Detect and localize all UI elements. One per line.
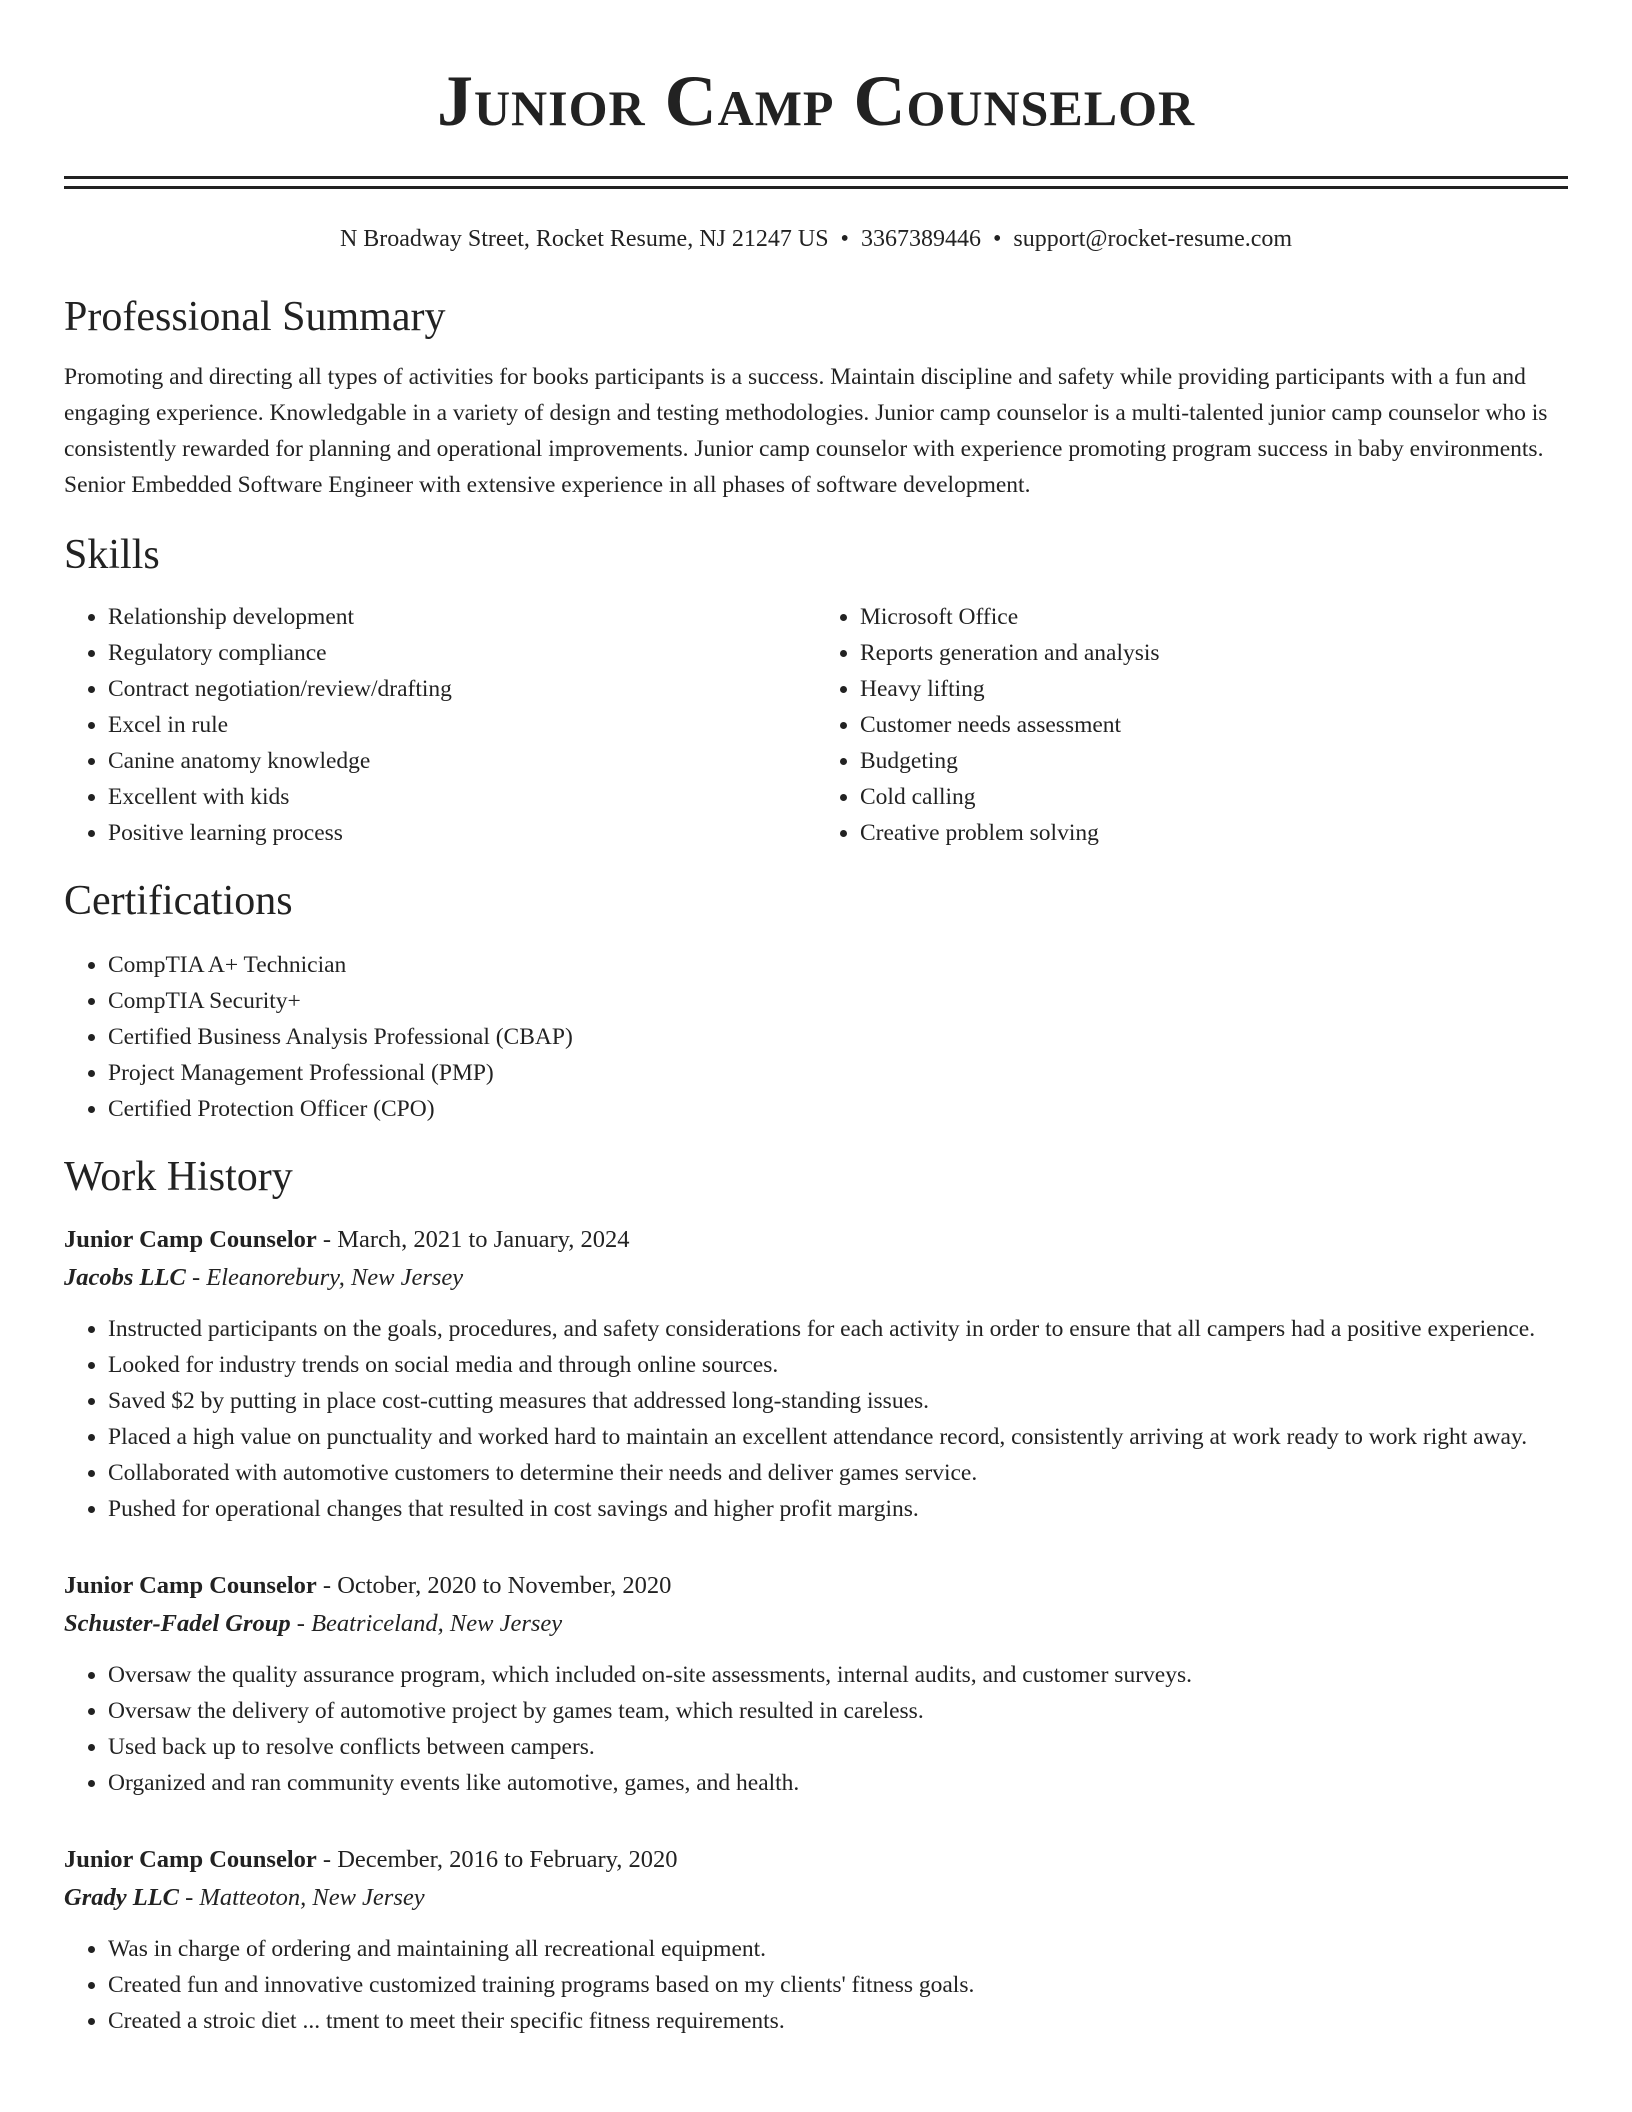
job-bullet: • Organized and ran community events like automotive, games, and health. <box>108 1765 1568 1801</box>
resume-title: Junior Camp Counselor <box>436 61 1196 141</box>
job-company-line: Jacobs LLC - Eleanorebury, New Jersey <box>64 1264 464 1291</box>
title-divider <box>64 176 1568 189</box>
job-role-line: Junior Camp Counselor - December, 2016 to February, 2020 <box>64 1846 678 1873</box>
skills-list-right <box>816 599 1568 851</box>
contact-separator: • <box>992 226 1002 252</box>
certifications-list <box>64 947 1568 1127</box>
skill-item: • Regulatory compliance <box>108 635 816 671</box>
divider-line-top <box>64 176 1568 179</box>
skill-item: • Relationship development <box>108 599 816 635</box>
contact-email: support@rocket-resume.com <box>1013 226 1293 252</box>
job-bullet: • Used back up to resolve conflicts between campers. <box>108 1729 1568 1765</box>
job-company: Schuster-Fadel Group <box>64 1610 291 1637</box>
skill-item: • Customer needs assessment <box>860 707 1568 743</box>
certifications-heading: Certifications <box>64 878 293 924</box>
job-company: Jacobs LLC <box>64 1264 186 1291</box>
skill-item: • Positive learning process <box>108 815 816 851</box>
job-entry <box>64 1221 1568 1527</box>
skill-item: • Budgeting <box>860 743 1568 779</box>
contact-separator: • <box>840 226 849 252</box>
certification-item: • Certified Protection Officer (CPO) <box>108 1091 1568 1127</box>
job-company-line: Grady LLC - Matteoton, New Jersey <box>64 1884 425 1911</box>
job-bullet: • Oversaw the delivery of automotive project by games team, which resulted in careless. <box>108 1693 1568 1729</box>
skills-heading: Skills <box>64 532 160 578</box>
job-bullet: • Saved $2 by putting in place cost-cutting measures that addressed long-standing issues. <box>108 1383 1568 1419</box>
job-dates: March, 2021 to January, 2024 <box>337 1226 630 1253</box>
work-history-heading: Work History <box>64 1154 293 1200</box>
job-role: Junior Camp Counselor <box>64 1846 317 1873</box>
job-dates: October, 2020 to November, 2020 <box>337 1572 672 1599</box>
job-bullets <box>64 1311 1568 1527</box>
job-role-line: Junior Camp Counselor - March, 2021 to January, 2024 <box>64 1226 630 1253</box>
skills-columns <box>64 599 1568 851</box>
contact-address: N Broadway Street, Rocket Resume, NJ 21247 US <box>339 226 829 252</box>
job-role-line: Junior Camp Counselor - October, 2020 to November, 2020 <box>64 1572 672 1599</box>
skill-item: • Canine anatomy knowledge <box>108 743 816 779</box>
job-bullet: • Oversaw the quality assurance program, which included on-site assessments, internal audits, and customer surveys. <box>108 1657 1568 1693</box>
divider-line-bottom <box>64 186 1568 189</box>
certification-item: • CompTIA A+ Technician <box>108 947 1568 983</box>
job-bullet: • Pushed for operational changes that resulted in cost savings and higher profit margins. <box>108 1491 1568 1527</box>
skill-item: • Excellent with kids <box>108 779 816 815</box>
certification-item: • CompTIA Security+ <box>108 983 1568 1019</box>
job-company: Grady LLC <box>64 1884 179 1911</box>
certification-item: • Certified Business Analysis Professional (CBAP) <box>108 1019 1568 1055</box>
skill-item: • Reports generation and analysis <box>860 635 1568 671</box>
job-bullet: • Was in charge of ordering and maintaining all recreational equipment. <box>108 1931 1568 1967</box>
job-bullet: • Created fun and innovative customized training programs based on my clients' fitness goals. <box>108 1967 1568 2003</box>
job-role: Junior Camp Counselor <box>64 1226 317 1253</box>
job-role: Junior Camp Counselor <box>64 1572 317 1599</box>
job-location: Beatriceland, New Jersey <box>311 1610 563 1637</box>
skill-item: • Heavy lifting <box>860 671 1568 707</box>
job-company-line: Schuster-Fadel Group - Beatriceland, New Jersey <box>64 1610 563 1637</box>
skill-item: • Microsoft Office <box>860 599 1568 635</box>
job-entry <box>64 1567 1568 1801</box>
skill-item: • Contract negotiation/review/drafting <box>108 671 816 707</box>
job-bullet: • Instructed participants on the goals, procedures, and safety considerations for each activity in order to ensure that all campers had a positive experience. <box>108 1311 1568 1347</box>
certification-item: • Project Management Professional (PMP) <box>108 1055 1568 1091</box>
skill-item: • Creative problem solving <box>860 815 1568 851</box>
skill-item: • Excel in rule <box>108 707 816 743</box>
skill-item: • Cold calling <box>860 779 1568 815</box>
job-location: Matteoton, New Jersey <box>199 1884 425 1911</box>
job-bullet: • Collaborated with automotive customers to determine their needs and deliver games service. <box>108 1455 1568 1491</box>
summary-text: Promoting and directing all types of activities for books participants is a success. Maintain discipline and safety while providing participants with a fun and engaging experience. Knowledgable in a variety of design and testing methodologies. Junior camp counselor is a multi-talented junior camp counselor who is consistently rewarded for planning and operational improvements. Junior camp counselor with experience promoting program success in baby environments. Senior Embedded Software Engineer with extensive experience in all phases of software development. <box>64 364 1548 498</box>
contact-phone: 3367389446 <box>860 226 981 252</box>
summary-heading: Professional Summary <box>64 294 446 340</box>
job-bullets <box>64 1931 1568 2039</box>
job-entry <box>64 1841 1568 2039</box>
job-location: Eleanorebury, New Jersey <box>206 1264 464 1291</box>
job-dates: December, 2016 to February, 2020 <box>337 1846 678 1873</box>
skills-list-left <box>64 599 816 851</box>
job-bullet: • Looked for industry trends on social media and through online sources. <box>108 1347 1568 1383</box>
job-bullets <box>64 1657 1568 1801</box>
job-bullet: • Placed a high value on punctuality and worked hard to maintain an excellent attendance record, consistently arriving at work ready to work right away. <box>108 1419 1568 1455</box>
job-bullet: • Created a stroic diet ... tment to meet their specific fitness requirements. <box>108 2003 1568 2039</box>
contact-line <box>64 223 1568 255</box>
